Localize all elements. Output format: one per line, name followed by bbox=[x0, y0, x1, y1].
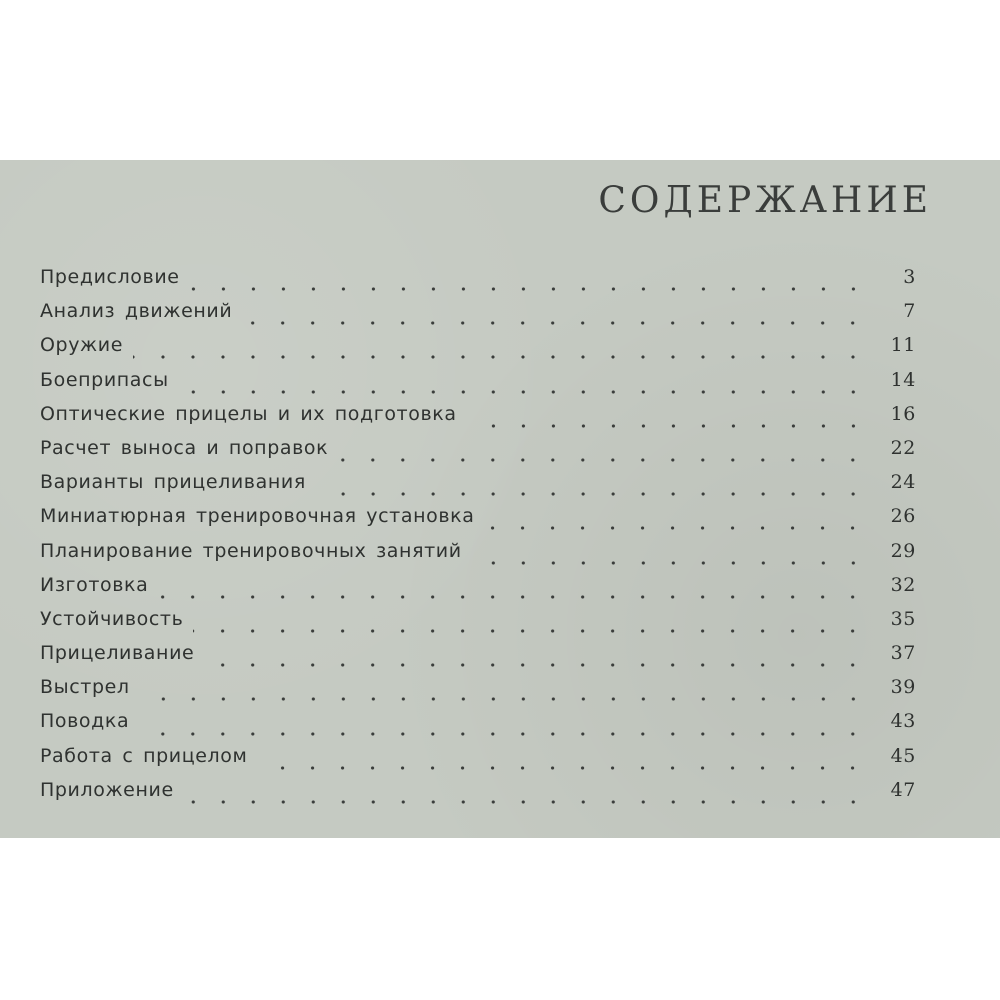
toc-entry-title: Оружие bbox=[40, 334, 124, 357]
toc-entry-title: Планирование тренировочных занятий bbox=[40, 539, 462, 562]
toc-entry bbox=[40, 676, 916, 710]
toc-entry-page-number: 29 bbox=[890, 539, 916, 562]
toc-entry-title: Оптические прицелы и их подготовка bbox=[40, 402, 457, 425]
toc-entry bbox=[40, 642, 916, 676]
toc-entry-page-number: 16 bbox=[890, 402, 916, 425]
toc-entry-title: Расчет выноса и поправок bbox=[40, 436, 329, 459]
book-page bbox=[0, 160, 1000, 838]
toc-entry-title: Устойчивость bbox=[40, 607, 184, 630]
toc-entry-title: Выстрел bbox=[40, 676, 130, 699]
toc-entry-title: Прицеливание bbox=[40, 642, 195, 665]
toc-entry bbox=[40, 334, 916, 368]
dot-leader bbox=[472, 561, 868, 565]
toc-entry-page-number: 43 bbox=[890, 710, 916, 733]
toc-entry-title: Предисловие bbox=[40, 266, 180, 288]
toc-entry-page-number: 39 bbox=[890, 676, 916, 699]
toc-entry bbox=[40, 266, 916, 300]
toc-entry-page-number: 14 bbox=[890, 368, 916, 391]
dot-leader bbox=[193, 629, 868, 633]
toc-entry bbox=[40, 574, 916, 608]
dot-leader bbox=[190, 287, 868, 291]
dot-leader bbox=[316, 492, 868, 496]
dot-leader bbox=[204, 663, 868, 667]
toc-entry-page-number: 32 bbox=[890, 573, 916, 596]
toc-entry-title: Изготовка bbox=[40, 573, 149, 596]
toc-entry bbox=[40, 505, 916, 539]
toc-entry-title: Боеприпасы bbox=[40, 368, 169, 391]
dot-leader bbox=[140, 697, 868, 701]
toc-entry-page-number: 37 bbox=[890, 642, 916, 665]
toc-entry-page-number: 45 bbox=[890, 744, 916, 767]
toc-entry bbox=[40, 369, 916, 403]
toc-entry-title: Миниатюрная тренировочная установка bbox=[40, 505, 475, 528]
dot-leader bbox=[484, 526, 868, 530]
toc-entry bbox=[40, 608, 916, 642]
toc-entry bbox=[40, 710, 916, 744]
toc-entry-page-number: 24 bbox=[890, 471, 916, 494]
toc-entry bbox=[40, 745, 916, 779]
dot-leader bbox=[257, 766, 868, 770]
dot-leader bbox=[338, 458, 868, 462]
table-of-contents bbox=[40, 266, 916, 813]
dot-leader bbox=[467, 424, 868, 428]
toc-entry-page-number: 47 bbox=[890, 778, 916, 801]
toc-entry-title: Приложение bbox=[40, 778, 174, 801]
toc-entry-title: Поводка bbox=[40, 710, 130, 733]
toc-entry-page-number: 35 bbox=[890, 607, 916, 630]
toc-entry-page-number: 7 bbox=[903, 300, 916, 323]
toc-entry bbox=[40, 779, 916, 813]
page-title: СОДЕРЖАНИЕ bbox=[598, 180, 932, 221]
dot-leader bbox=[179, 390, 868, 394]
dot-leader bbox=[184, 800, 868, 804]
toc-entry-page-number: 11 bbox=[890, 334, 916, 357]
dot-leader bbox=[158, 595, 868, 599]
dot-leader bbox=[139, 732, 868, 736]
toc-entry bbox=[40, 403, 916, 437]
toc-entry-title: Работа с прицелом bbox=[40, 744, 248, 767]
toc-entry-page-number: 3 bbox=[903, 266, 916, 288]
toc-entry-title: Анализ движений bbox=[40, 300, 233, 323]
toc-entry-page-number: 22 bbox=[890, 436, 916, 459]
dot-leader bbox=[133, 355, 868, 359]
toc-entry-title: Варианты прицеливания bbox=[40, 471, 306, 494]
dot-leader bbox=[242, 321, 868, 325]
toc-entry bbox=[40, 540, 916, 574]
toc-entry bbox=[40, 437, 916, 471]
toc-entry bbox=[40, 471, 916, 505]
toc-entry bbox=[40, 300, 916, 334]
toc-entry-page-number: 26 bbox=[890, 505, 916, 528]
